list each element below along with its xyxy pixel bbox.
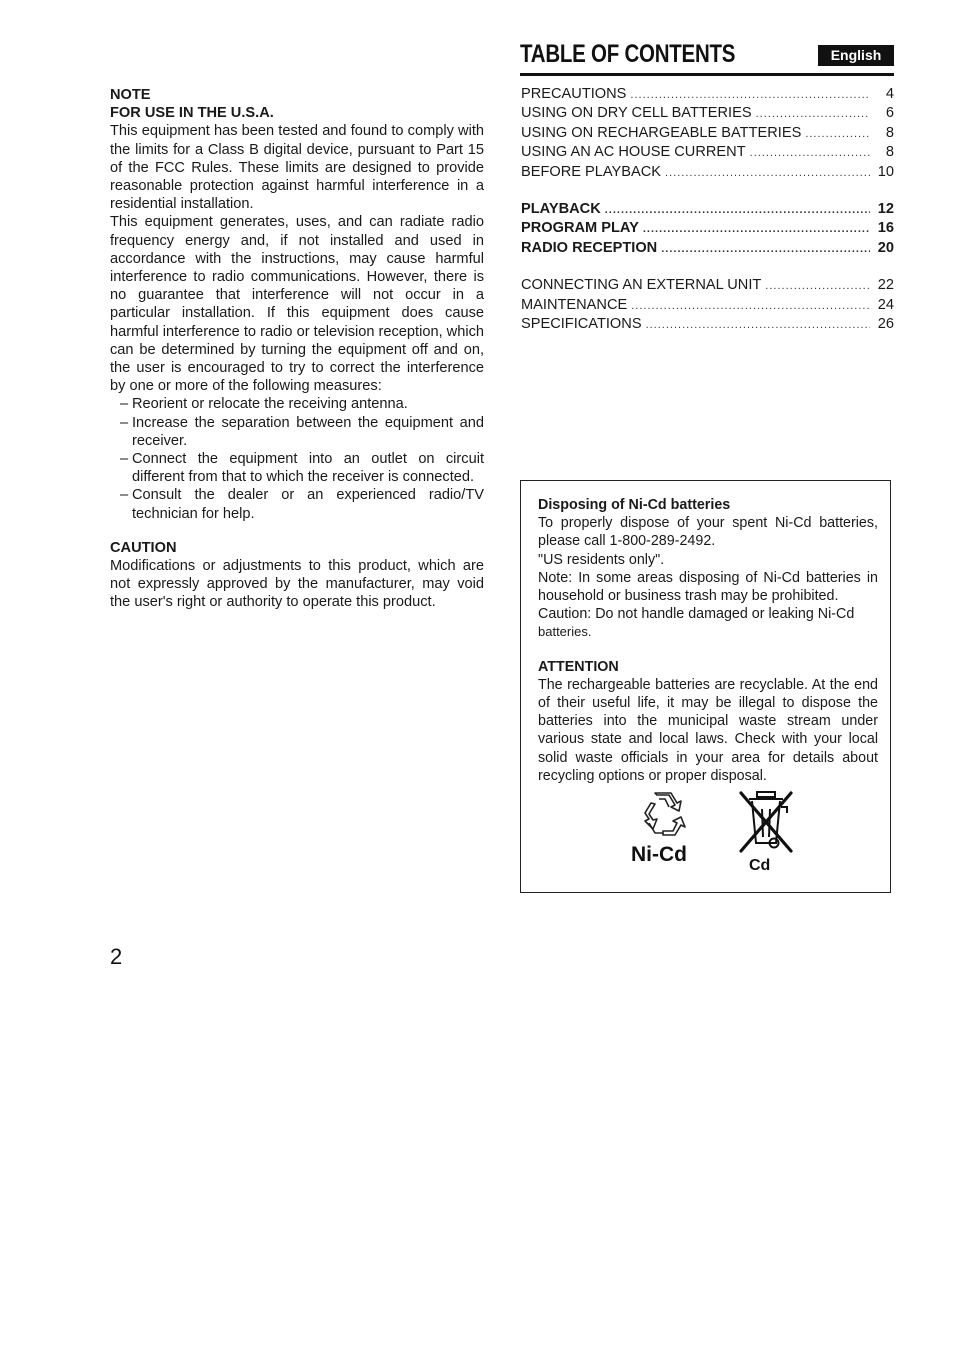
measures-list <box>110 395 484 522</box>
page-number: 2 <box>110 944 123 969</box>
toc-entry[interactable]: PROGRAM PLAY ..... 16 <box>521 219 894 238</box>
usa-heading: FOR USE IN THE U.S.A. <box>110 105 274 122</box>
recycling-symbols <box>631 789 801 879</box>
crossed-bin-icon <box>735 789 797 857</box>
toc-entry[interactable]: CONNECTING AN EXTERNAL UNIT ..... 22 <box>521 276 894 295</box>
language-badge: English <box>818 45 894 66</box>
battery-disposal-box <box>520 480 891 893</box>
toc-entry[interactable]: BEFORE PLAYBACK ..... 10 <box>521 163 894 182</box>
cd-label: Cd <box>749 857 771 874</box>
toc-entry[interactable]: SPECIFICATIONS ..... 26 <box>521 315 894 334</box>
toc-group-operation <box>521 200 894 258</box>
toc-entry[interactable]: RADIO RECEPTION ..... 20 <box>521 239 894 258</box>
disposal-line: "US residents only". <box>538 551 665 568</box>
toc-entry[interactable]: USING AN AC HOUSE CURRENT ..... 8 <box>521 143 894 162</box>
toc-group-setup <box>521 85 894 182</box>
toc-entry[interactable]: USING ON DRY CELL BATTERIES ..... 6 <box>521 104 894 123</box>
attention-heading: ATTENTION <box>538 658 619 675</box>
disposal-line: Caution: Do not handle damaged or leaking Ni-Cd <box>538 606 855 623</box>
disposal-line: batteries. <box>538 624 592 640</box>
disposal-line: To properly dispose of your spent Ni-Cd batteries, please call 1-800-289-2492. <box>538 515 878 550</box>
caution-heading: CAUTION <box>110 539 177 556</box>
toc-entry[interactable]: PRECAUTIONS ..... 4 <box>521 85 894 104</box>
list-item: – Increase the separation between the equipment and receiver. <box>120 414 484 449</box>
list-item: – Consult the dealer or an experienced radio/TV technician for help. <box>120 487 484 522</box>
attention-text: The rechargeable batteries are recyclable. At the end of their useful life, it may be illegal to dispose the batteries into the municipal waste stream under various state and local laws. Check with your local solid waste officials in your area for details about recycling options or proper disposal. <box>538 676 878 784</box>
list-item: – Connect the equipment into an outlet on circuit different from that to which the receiver is connected. <box>120 451 484 486</box>
toc-title: TABLE OF CONTENTS <box>520 40 736 68</box>
toc-entry[interactable]: PLAYBACK ..... 12 <box>521 200 894 219</box>
toc-entry[interactable]: USING ON RECHARGEABLE BATTERIES ..... 8 <box>521 124 894 143</box>
battery-disposal-content <box>538 496 878 785</box>
fcc-paragraph-2: This equipment generates, uses, and can radiate radio frequency energy and, if not installed and used in accordance with the instructions, may cause harmful interference to radio communications. However, there is no guarantee that interference will not occur in a particular installation. If this equipment does cause harmful interference to radio or television reception, which can be determined by turning the equipment off and on, the user is encouraged to try to correct the interference by one or more of the following measures: <box>110 214 484 395</box>
disposal-line: Note: In some areas disposing of Ni-Cd batteries in household or business trash may be prohibited. <box>538 569 878 605</box>
toc-group-other <box>521 276 894 334</box>
caution-text: Modifications or adjustments to this product, which are not expressly approved by the manufacturer, may void the user's right or authority to operate this product. <box>110 558 484 611</box>
list-item: – Reorient or relocate the receiving antenna. <box>120 396 408 413</box>
toc-divider <box>520 73 894 76</box>
toc-entry[interactable]: MAINTENANCE ..... 24 <box>521 296 894 315</box>
recycle-icon <box>637 789 689 841</box>
fcc-notice <box>110 86 484 612</box>
table-of-contents <box>521 85 894 352</box>
fcc-paragraph-1: This equipment has been tested and found to comply with the limits for a Class B digital device, pursuant to Part 15 of the FCC Rules. These limits are designed to provide reasonable protection against harmful interference in a residential installation. <box>110 123 484 213</box>
nicd-label: Ni-Cd <box>631 843 687 866</box>
disposal-heading: Disposing of Ni-Cd batteries <box>538 497 731 513</box>
toc-header <box>520 40 894 76</box>
note-heading: NOTE <box>110 87 151 103</box>
